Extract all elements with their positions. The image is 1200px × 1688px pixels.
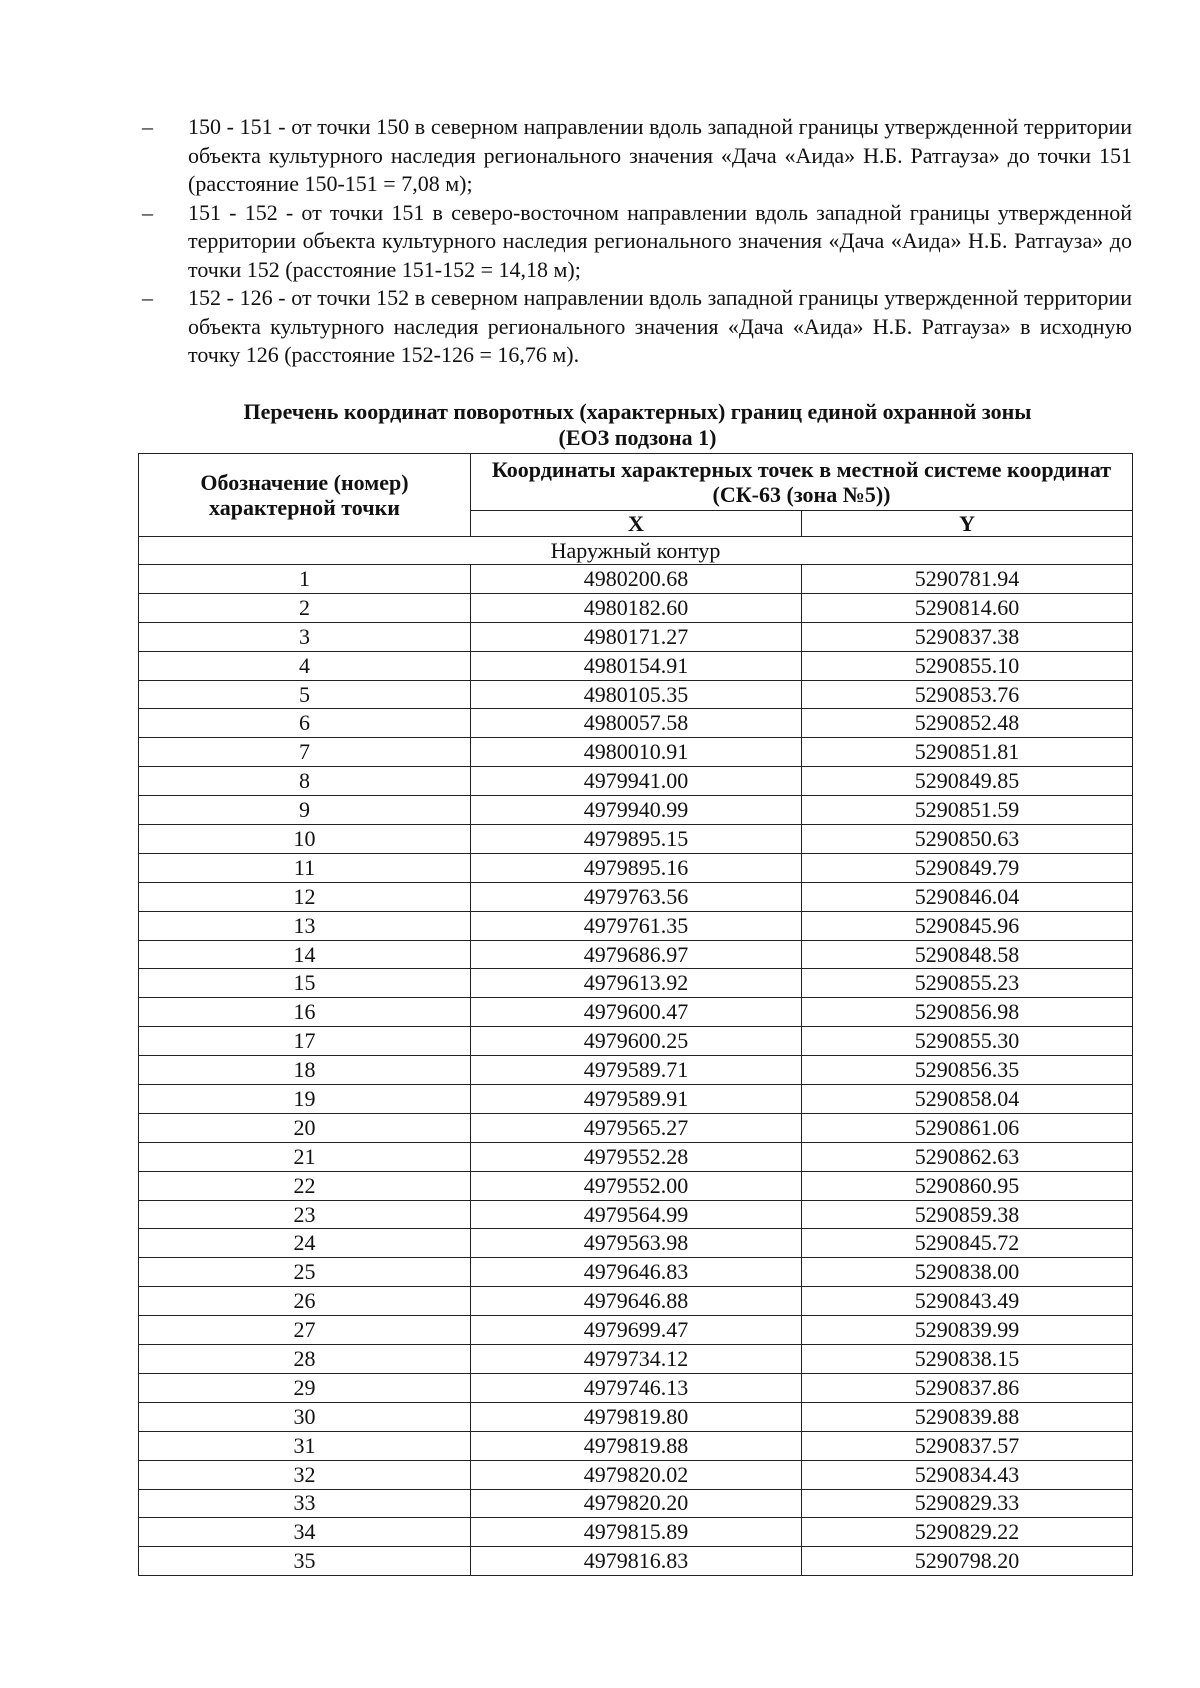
cell-y: 5290838.00: [802, 1258, 1133, 1287]
cell-y: 5290858.04: [802, 1085, 1133, 1114]
cell-point-number: 34: [139, 1518, 471, 1547]
cell-x: 4979589.71: [471, 1056, 802, 1085]
cell-y: 5290839.99: [802, 1316, 1133, 1345]
cell-x: 4980200.68: [471, 565, 802, 594]
cell-x: 4979820.20: [471, 1489, 802, 1518]
header-y: Y: [802, 511, 1133, 537]
cell-y: 5290861.06: [802, 1113, 1133, 1142]
cell-x: 4979699.47: [471, 1316, 802, 1345]
table-row: [139, 1518, 1133, 1547]
table-row: [139, 709, 1133, 738]
table-title-line2: (ЕОЗ подзона 1): [558, 425, 717, 450]
table-row: [139, 1200, 1133, 1229]
cell-point-number: 10: [139, 825, 471, 854]
cell-y: 5290855.30: [802, 1027, 1133, 1056]
table-row: [139, 651, 1133, 680]
table-row: [139, 1489, 1133, 1518]
cell-x: 4979820.02: [471, 1460, 802, 1489]
table-row: [139, 1316, 1133, 1345]
cell-point-number: 8: [139, 767, 471, 796]
cell-point-number: 29: [139, 1373, 471, 1402]
table-row: [139, 1373, 1133, 1402]
cell-point-number: 11: [139, 853, 471, 882]
cell-point-number: 13: [139, 911, 471, 940]
cell-y: 5290851.81: [802, 738, 1133, 767]
table-title: [140, 399, 1135, 451]
cell-y: 5290856.35: [802, 1056, 1133, 1085]
cell-x: 4979819.88: [471, 1431, 802, 1460]
cell-y: 5290843.49: [802, 1287, 1133, 1316]
table-title-line1: Перечень координат поворотных (характерных) границ единой охранной зоны: [243, 399, 1032, 424]
table-row: [139, 1402, 1133, 1431]
cell-x: 4979589.91: [471, 1085, 802, 1114]
cell-x: 4979686.97: [471, 940, 802, 969]
cell-point-number: 5: [139, 680, 471, 709]
cell-y: 5290855.23: [802, 969, 1133, 998]
cell-point-number: 18: [139, 1056, 471, 1085]
cell-y: 5290829.33: [802, 1489, 1133, 1518]
cell-y: 5290781.94: [802, 565, 1133, 594]
cell-point-number: 14: [139, 940, 471, 969]
cell-point-number: 12: [139, 882, 471, 911]
cell-x: 4979895.16: [471, 853, 802, 882]
cell-y: 5290848.58: [802, 940, 1133, 969]
cell-point-number: 26: [139, 1287, 471, 1316]
cell-point-number: 35: [139, 1547, 471, 1576]
cell-x: 4979646.88: [471, 1287, 802, 1316]
table-row: [139, 1258, 1133, 1287]
list-item-text: 151 - 152 - от точки 151 в северо-восточном направлении вдоль западной границы утвержденной территории объекта культурного наследия регионального значения «Дача «Аида» Н.Б. Ратгауза» до точки 152 (расстояние 151-152 = 14,18 м);: [188, 199, 1132, 282]
cell-y: 5290839.88: [802, 1402, 1133, 1431]
cell-point-number: 30: [139, 1402, 471, 1431]
header-x: X: [471, 511, 802, 537]
cell-x: 4980171.27: [471, 622, 802, 651]
table-row: [139, 1027, 1133, 1056]
list-item: [142, 284, 1132, 370]
cell-x: 4979816.83: [471, 1547, 802, 1576]
cell-x: 4980154.91: [471, 651, 802, 680]
list-dash: –: [142, 199, 153, 225]
list-dash: –: [142, 285, 153, 310]
table-row: [139, 1142, 1133, 1171]
list-item-text: 152 - 126 - от точки 152 в северном направлении вдоль западной границы утвержденной территории объекта культурного наследия регионального значения «Дача «Аида» Н.Б. Ратгауза» в исходную точку 126 (расстояние 152-126 = 16,76 м).: [188, 285, 1132, 367]
list-item: [142, 199, 1132, 285]
cell-y: 5290860.95: [802, 1171, 1133, 1200]
table-row: [139, 911, 1133, 940]
cell-x: 4980105.35: [471, 680, 802, 709]
table-row: [139, 825, 1133, 854]
cell-y: 5290851.59: [802, 796, 1133, 825]
cell-y: 5290814.60: [802, 593, 1133, 622]
table-row: [139, 1345, 1133, 1374]
cell-point-number: 31: [139, 1431, 471, 1460]
table-row: [139, 738, 1133, 767]
cell-point-number: 16: [139, 998, 471, 1027]
cell-y: 5290845.72: [802, 1229, 1133, 1258]
cell-y: 5290853.76: [802, 680, 1133, 709]
cell-point-number: 27: [139, 1316, 471, 1345]
cell-point-number: 32: [139, 1460, 471, 1489]
cell-point-number: 23: [139, 1200, 471, 1229]
cell-x: 4979564.99: [471, 1200, 802, 1229]
cell-y: 5290829.22: [802, 1518, 1133, 1547]
table-row: [139, 767, 1133, 796]
cell-x: 4979746.13: [471, 1373, 802, 1402]
cell-point-number: 6: [139, 709, 471, 738]
table-row: [139, 882, 1133, 911]
cell-y: 5290838.15: [802, 1345, 1133, 1374]
cell-x: 4979763.56: [471, 882, 802, 911]
table-row: [139, 1085, 1133, 1114]
cell-point-number: 21: [139, 1142, 471, 1171]
table-row: [139, 1287, 1133, 1316]
cell-y: 5290856.98: [802, 998, 1133, 1027]
table-row: [139, 1547, 1133, 1576]
cell-y: 5290834.43: [802, 1460, 1133, 1489]
table-row: [139, 940, 1133, 969]
cell-point-number: 25: [139, 1258, 471, 1287]
section-label: Наружный контур: [139, 537, 1133, 565]
cell-x: 4979565.27: [471, 1113, 802, 1142]
table-row: [139, 565, 1133, 594]
cell-point-number: 4: [139, 651, 471, 680]
header-coordinates: Координаты характерных точек в местной системе координат (СК-63 (зона №5)): [471, 454, 1133, 511]
cell-x: 4979552.28: [471, 1142, 802, 1171]
cell-point-number: 19: [139, 1085, 471, 1114]
cell-y: 5290852.48: [802, 709, 1133, 738]
cell-point-number: 17: [139, 1027, 471, 1056]
list-item: [142, 113, 1132, 199]
cell-x: 4979613.92: [471, 969, 802, 998]
cell-x: 4980010.91: [471, 738, 802, 767]
cell-x: 4980057.58: [471, 709, 802, 738]
cell-x: 4980182.60: [471, 593, 802, 622]
cell-point-number: 20: [139, 1113, 471, 1142]
cell-point-number: 15: [139, 969, 471, 998]
cell-y: 5290862.63: [802, 1142, 1133, 1171]
cell-point-number: 9: [139, 796, 471, 825]
cell-x: 4979600.25: [471, 1027, 802, 1056]
cell-x: 4979895.15: [471, 825, 802, 854]
cell-y: 5290798.20: [802, 1547, 1133, 1576]
table-row: [139, 1113, 1133, 1142]
cell-point-number: 7: [139, 738, 471, 767]
cell-x: 4979734.12: [471, 1345, 802, 1374]
cell-point-number: 3: [139, 622, 471, 651]
cell-x: 4979940.99: [471, 796, 802, 825]
cell-y: 5290845.96: [802, 911, 1133, 940]
cell-y: 5290846.04: [802, 882, 1133, 911]
table-row: [139, 1460, 1133, 1489]
table-row: [139, 1171, 1133, 1200]
cell-point-number: 1: [139, 565, 471, 594]
list-item-text: 150 - 151 - от точки 150 в северном направлении вдоль западной границы утвержденной территории объекта культурного наследия регионального значения «Дача «Аида» Н.Б. Ратгауза» до точки 151 (расстояние 150-151 = 7,08 м);: [188, 114, 1132, 196]
cell-point-number: 22: [139, 1171, 471, 1200]
table-row: [139, 1056, 1133, 1085]
coordinates-table: [138, 453, 1133, 1576]
header-point-number: Обозначение (номер) характерной точки: [139, 454, 471, 537]
cell-point-number: 28: [139, 1345, 471, 1374]
cell-x: 4979552.00: [471, 1171, 802, 1200]
cell-x: 4979941.00: [471, 767, 802, 796]
cell-point-number: 24: [139, 1229, 471, 1258]
table-row: [139, 680, 1133, 709]
table-row: [139, 1431, 1133, 1460]
cell-y: 5290859.38: [802, 1200, 1133, 1229]
cell-y: 5290849.79: [802, 853, 1133, 882]
table-row: [139, 998, 1133, 1027]
cell-point-number: 33: [139, 1489, 471, 1518]
table-row: [139, 1229, 1133, 1258]
cell-x: 4979815.89: [471, 1518, 802, 1547]
cell-point-number: 2: [139, 593, 471, 622]
list-dash: –: [142, 114, 153, 139]
cell-x: 4979819.80: [471, 1402, 802, 1431]
cell-y: 5290855.10: [802, 651, 1133, 680]
cell-x: 4979563.98: [471, 1229, 802, 1258]
cell-y: 5290849.85: [802, 767, 1133, 796]
table-row: [139, 622, 1133, 651]
table-row: [139, 969, 1133, 998]
segment-description-list: [142, 113, 1132, 370]
table-row: [139, 593, 1133, 622]
cell-y: 5290850.63: [802, 825, 1133, 854]
cell-y: 5290837.57: [802, 1431, 1133, 1460]
cell-y: 5290837.38: [802, 622, 1133, 651]
cell-x: 4979646.83: [471, 1258, 802, 1287]
cell-x: 4979761.35: [471, 911, 802, 940]
table-row: [139, 796, 1133, 825]
table-row: [139, 853, 1133, 882]
cell-x: 4979600.47: [471, 998, 802, 1027]
cell-y: 5290837.86: [802, 1373, 1133, 1402]
